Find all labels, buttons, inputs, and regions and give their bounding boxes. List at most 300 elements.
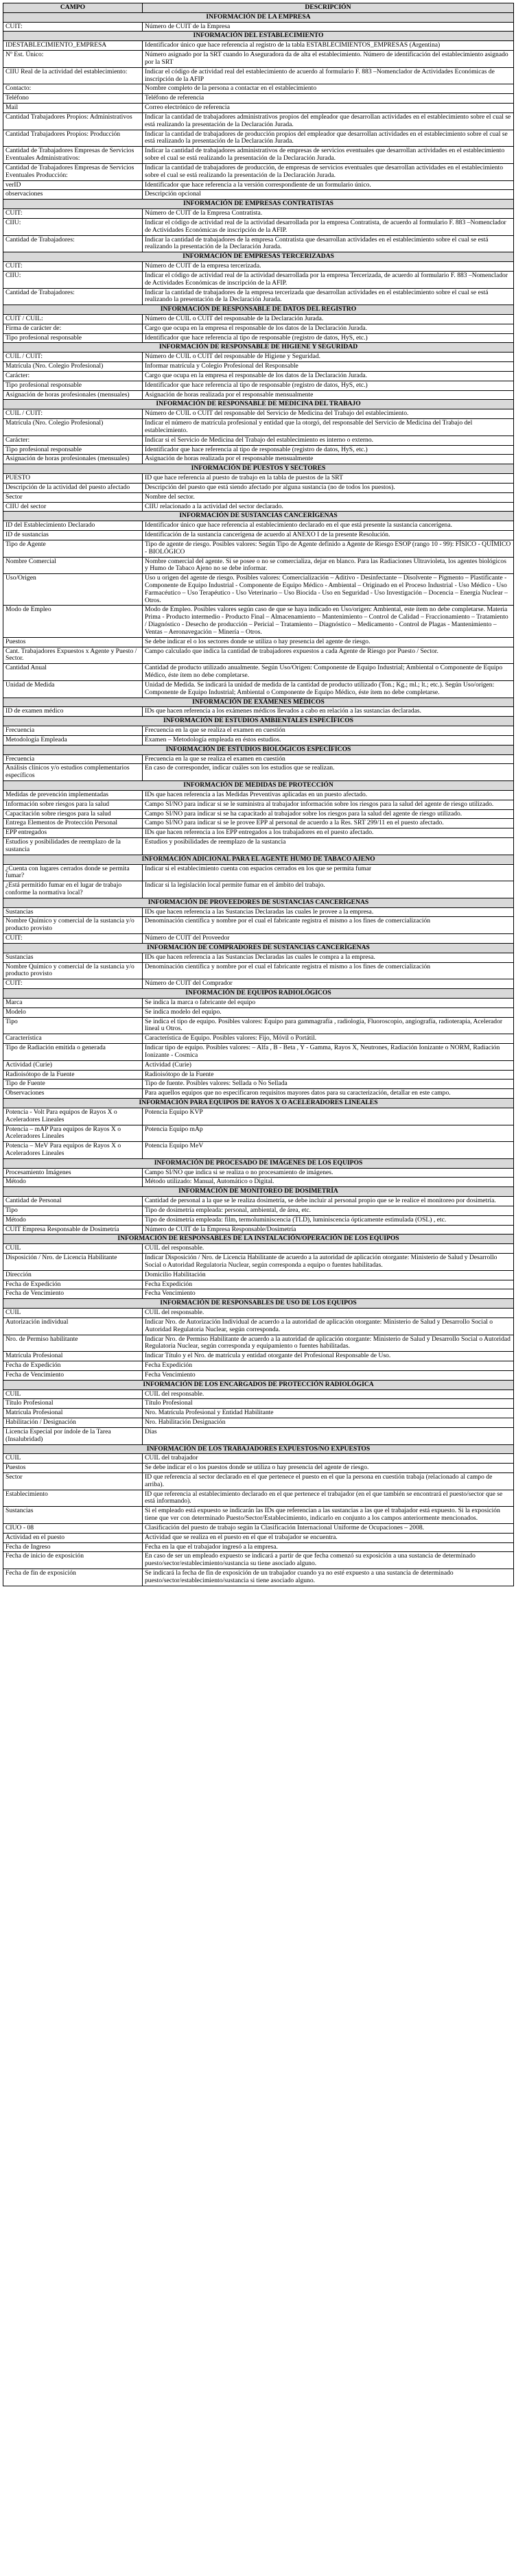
table-row bbox=[3, 1017, 514, 1034]
field-description-cell: Se debe indicar el o los sectores donde se utiliza o hay presencia del agente de riesgo. bbox=[143, 637, 514, 647]
table-row bbox=[3, 828, 514, 838]
field-description-cell: Nombre comercial del agente. Si se posee o no se comercializa, dejar en blanco. Para las Radiaciones Ultravioleta, los agentes biológicos y Humo de Tabaco Ajeno no se debe informar. bbox=[143, 557, 514, 574]
field-name-cell: IDESTABLECIMIENTO_EMPRESA bbox=[3, 41, 143, 51]
field-name-cell: Fecha de Expedición bbox=[3, 1280, 143, 1289]
section-header-row bbox=[3, 989, 514, 999]
field-name-cell: CIIU Real de la actividad del establecimiento: bbox=[3, 67, 143, 84]
field-description-cell: Se indica modelo del equipo. bbox=[143, 1007, 514, 1017]
field-description-cell: Se indica la marca o fabricante del equipo bbox=[143, 998, 514, 1007]
field-name-cell: Teléfono bbox=[3, 94, 143, 104]
field-name-cell: Análisis clínicos y/o estudios complementarios específicos bbox=[3, 764, 143, 781]
table-row bbox=[3, 1370, 514, 1380]
field-description-cell: CUIL del responsable. bbox=[143, 1390, 514, 1399]
field-description-cell: Cargo que ocupa en la empresa el responsable de los datos de la Declaración Jurada. bbox=[143, 324, 514, 333]
table-row bbox=[3, 262, 514, 272]
field-name-cell: CUIL / CUIT: bbox=[3, 409, 143, 419]
field-name-cell: Autorización individual bbox=[3, 1317, 143, 1335]
field-description-cell: Número de CUIL o CUIT del responsable del Servicio de Medicina del Trabajo del establecimiento. bbox=[143, 409, 514, 419]
table-row bbox=[3, 288, 514, 305]
table-row bbox=[3, 483, 514, 492]
field-description-cell: Número de CUIT de la Empresa Contratista. bbox=[143, 209, 514, 219]
field-description-cell: Nro. Matrícula Profesional y Entidad Habilitante bbox=[143, 1409, 514, 1418]
table-row bbox=[3, 1142, 514, 1159]
field-description-cell: Potencia Equipo MeV bbox=[143, 1142, 514, 1159]
field-description-cell: Cantidad de personal a la que se le realiza dosimetría, se debe incluir al personal propio que se le realice el monitoreo por dosimetría. bbox=[143, 1197, 514, 1206]
table-row bbox=[3, 726, 514, 736]
field-name-cell: Capacitación sobre riesgos para la salud bbox=[3, 809, 143, 819]
field-description-cell: ID que hace referencia al puesto de trabajo en la tabla de puestos de la SRT bbox=[143, 474, 514, 484]
field-description-cell: IDs que hacen referencia a las Sustancias Declaradas las cuales le provee a la empresa. bbox=[143, 907, 514, 917]
field-description-cell: Nro. Habilitación Designación bbox=[143, 1418, 514, 1428]
field-description-cell: Indicar la cantidad de trabajadores administrativos propios del empleador que desarrollan actividades en el establecimiento sobre el cual se está realizando la presentación de la Declaración Jurada. bbox=[143, 112, 514, 130]
field-description-cell: Fecha Vencimiento bbox=[143, 1289, 514, 1299]
field-name-cell: Nº Est. Único: bbox=[3, 51, 143, 68]
field-description-cell: Identificador que hace referencia al tipo de responsable (registro de datos, HyS, etc.) bbox=[143, 381, 514, 390]
field-name-cell: Nombre Químico y comercial de la sustancia y/o producto provisto bbox=[3, 962, 143, 979]
field-name-cell: Contacto: bbox=[3, 84, 143, 94]
field-name-cell: CUIT: bbox=[3, 934, 143, 944]
field-description-cell: Indicar la cantidad de trabajadores de producción, de empresas de servicios eventuales que desarrollan actividades en el establecimiento sobre el cual se está realizando la presentación de la Declaración Jurada. bbox=[143, 163, 514, 180]
table-row bbox=[3, 680, 514, 697]
table-row bbox=[3, 1289, 514, 1299]
field-description-cell: Asignación de horas realizada por el responsable mensualmente bbox=[143, 390, 514, 400]
table-row bbox=[3, 67, 514, 84]
field-description-cell: Número de CUIL o CUIT del responsable de Higiene y Seguridad. bbox=[143, 353, 514, 362]
table-row bbox=[3, 1108, 514, 1125]
field-name-cell: Matrícula Profesional bbox=[3, 1409, 143, 1418]
field-name-cell: Frecuencia bbox=[3, 754, 143, 764]
field-name-cell: Modelo bbox=[3, 1007, 143, 1017]
table-row bbox=[3, 1427, 514, 1444]
table-row bbox=[3, 735, 514, 745]
field-description-cell: Cantidad de producto utilizado anualmente. Según Uso/Origen: Componente de Equipo Industrial; Ambiental o Componente de Equipo Médico, éste ítem no debe completarse. bbox=[143, 664, 514, 681]
table-row bbox=[3, 934, 514, 944]
table-row bbox=[3, 962, 514, 979]
field-description-cell: IDs que hacen referencia a los exámenes médicos llevados a cabo en relación a las sustancias declaradas. bbox=[143, 707, 514, 717]
field-name-cell: Estudios y posibilidades de reemplazo de la sustancia bbox=[3, 838, 143, 855]
table-row bbox=[3, 112, 514, 130]
field-description-cell: Descripción opcional bbox=[143, 190, 514, 200]
section-title: INFORMACIÓN DE EMPRESAS TERCERIZADAS bbox=[3, 252, 514, 262]
table-row bbox=[3, 1280, 514, 1289]
table-row bbox=[3, 390, 514, 400]
table-row bbox=[3, 819, 514, 828]
table-row bbox=[3, 492, 514, 502]
field-description-cell: Actividad que se realiza en el puesto en el que el trabajador se encuentra. bbox=[143, 1533, 514, 1542]
field-name-cell: Cant. Trabajadores Expuestos x Agente y Puesto / Sector. bbox=[3, 647, 143, 664]
field-name-cell: CUIL bbox=[3, 1454, 143, 1464]
field-name-cell: CUIL bbox=[3, 1309, 143, 1318]
field-name-cell: ID de sustancias bbox=[3, 531, 143, 540]
section-title: INFORMACIÓN DE MONITOREO DE DOSIMETRÍA bbox=[3, 1187, 514, 1197]
field-name-cell: Asignación de horas profesionales (mensuales) bbox=[3, 390, 143, 400]
section-header-row bbox=[3, 697, 514, 707]
table-row bbox=[3, 1464, 514, 1473]
field-name-cell: CUIT: bbox=[3, 262, 143, 272]
table-row bbox=[3, 838, 514, 855]
table-row bbox=[3, 790, 514, 800]
field-name-cell: Unidad de Medida bbox=[3, 680, 143, 697]
field-name-cell: Potencia – mAP Para equipos de Rayos X o Aceleradores Lineales bbox=[3, 1125, 143, 1142]
field-name-cell: ID del Establecimiento Declarado bbox=[3, 521, 143, 531]
field-name-cell: CUIT: bbox=[3, 22, 143, 32]
field-description-cell: Indicar la cantidad de trabajadores de producción propios del empleador que desarrollan actividades en el establecimiento sobre el cual se está realizando la presentación de la Declaración Jurada. bbox=[143, 130, 514, 147]
table-row bbox=[3, 809, 514, 819]
section-header-row bbox=[3, 512, 514, 521]
table-row bbox=[3, 1454, 514, 1464]
table-row bbox=[3, 1542, 514, 1552]
field-name-cell: Establecimiento bbox=[3, 1490, 143, 1507]
section-header-row bbox=[3, 1235, 514, 1244]
field-description-cell: Informar matrícula y Colegio Profesional del Responsable bbox=[143, 362, 514, 372]
field-description-cell: CIIU relacionado a la actividad del sector declarado. bbox=[143, 502, 514, 512]
field-description-cell: Fecha Expedición bbox=[143, 1280, 514, 1289]
section-title: INFORMACIÓN DE ESTUDIOS BIOLÓGICOS ESPECÍFICOS bbox=[3, 745, 514, 754]
section-header-row bbox=[3, 1187, 514, 1197]
table-row bbox=[3, 1490, 514, 1507]
section-title: INFORMACIÓN DE EXÁMENES MÉDICOS bbox=[3, 697, 514, 707]
field-description-cell: Denominación científica y nombre por el cual el fabricante registra el mismo a los fines de comercialización bbox=[143, 962, 514, 979]
field-description-cell: Indicar Nro. de Autorización Individual de acuerdo a la autoridad de aplicación otorgante: Ministerio de Salud y Desarrollo Social o Autoridad Regulatoria Nuclear, según corresponda. bbox=[143, 1317, 514, 1335]
field-description-cell: Frecuencia en la que se realiza el examen en cuestión bbox=[143, 754, 514, 764]
field-name-cell: Carácter: bbox=[3, 371, 143, 381]
field-name-cell: Uso/Origen bbox=[3, 574, 143, 606]
field-name-cell: CUIT: bbox=[3, 209, 143, 219]
field-description-cell: Número de CUIT de la Empresa bbox=[143, 22, 514, 32]
table-row bbox=[3, 1309, 514, 1318]
table-row bbox=[3, 218, 514, 235]
field-description-cell: Identificador único que hace referencia al registro de la tabla ESTABLECIMIENTOS_EMPRESAS (Argentina) bbox=[143, 41, 514, 51]
field-description-cell: Estudios y posibilidades de reemplazo de la sustancia bbox=[143, 838, 514, 855]
table-row bbox=[3, 557, 514, 574]
table-row bbox=[3, 474, 514, 484]
table-row bbox=[3, 1270, 514, 1280]
table-row bbox=[3, 881, 514, 898]
field-description-cell: Indicar Nro. de Permiso Habilitante de acuerdo a la autoridad de aplicación otorgante: Ministerio de Salud y Desarrollo Social o Autoridad Regulatoria Nuclear, según corresponda y equipamiento o fuentes habilitadas. bbox=[143, 1335, 514, 1352]
table-row bbox=[3, 409, 514, 419]
table-row bbox=[3, 1034, 514, 1044]
field-name-cell: CIIU del sector bbox=[3, 502, 143, 512]
field-description-cell: Indicar si el Servicio de Medicina del Trabajo del establecimiento es interno o externo. bbox=[143, 436, 514, 445]
field-name-cell: Información sobre riesgos para la salud bbox=[3, 800, 143, 809]
table-row bbox=[3, 147, 514, 164]
field-name-cell: Descripción de la actividad del puesto afectado bbox=[3, 483, 143, 492]
table-row bbox=[3, 664, 514, 681]
table-row bbox=[3, 1044, 514, 1061]
field-description-cell: Identificador que hace referencia al tipo de responsable (registro de datos, HyS, etc.) bbox=[143, 333, 514, 343]
field-description-cell: Número de CUIT de la empresa tercerizada. bbox=[143, 262, 514, 272]
table-row bbox=[3, 271, 514, 288]
section-header-row bbox=[3, 464, 514, 474]
field-name-cell: Fecha de fin de exposición bbox=[3, 1569, 143, 1586]
table-row bbox=[3, 800, 514, 809]
table-row bbox=[3, 707, 514, 717]
field-name-cell: Cantidad Trabajadores Propios: Producción bbox=[3, 130, 143, 147]
section-title: INFORMACIÓN DE COMPRADORES DE SUSTANCIAS CANCERÍGENAS bbox=[3, 943, 514, 953]
field-name-cell: Licencia Especial por índole de la Tarea (Insalubridad) bbox=[3, 1427, 143, 1444]
section-header-row bbox=[3, 781, 514, 791]
field-name-cell: Nombre Químico y comercial de la sustancia y/o producto provisto bbox=[3, 917, 143, 934]
section-header-row bbox=[3, 943, 514, 953]
field-description-cell: Identificador que hace referencia a la versión correspondiente de un formulario único. bbox=[143, 180, 514, 190]
document-page bbox=[3, 3, 513, 1586]
table-row bbox=[3, 754, 514, 764]
field-description-cell: ID que referencia al sector declarado en el que pertenece el puesto en el que la persona en cuestión trabaja (relacionado al campo de arriba). bbox=[143, 1472, 514, 1490]
section-title: INFORMACIÓN DE RESPONSABLES DE LA INSTALACIÓN/OPERACIÓN DE LOS EQUIPOS bbox=[3, 1235, 514, 1244]
field-description-cell: Campo SI/NO para indicar si se le suministra al trabajador información sobre los riesgos para la salud del agente de riesgo utilizado. bbox=[143, 800, 514, 809]
field-name-cell: Tipo bbox=[3, 1206, 143, 1215]
table-row bbox=[3, 521, 514, 531]
table-row bbox=[3, 1197, 514, 1206]
field-name-cell: Modo de Empleo bbox=[3, 606, 143, 637]
field-name-cell: Fecha de Expedición bbox=[3, 1361, 143, 1371]
field-description-cell: IDs que hacen referencia a las Sustancias Declaradas las cuales le compra a la empresa. bbox=[143, 953, 514, 962]
field-name-cell: Nro. de Permiso habilitante bbox=[3, 1335, 143, 1352]
field-name-cell: EPP entregados bbox=[3, 828, 143, 838]
field-description-cell: Identificación de la sustancia cancerígena de acuerdo al ANEXO I de la presente Resolución. bbox=[143, 531, 514, 540]
field-name-cell: Observaciones bbox=[3, 1089, 143, 1099]
field-name-cell: CUIT: bbox=[3, 979, 143, 989]
field-description-cell: Indicar si la legislación local permite fumar en el ámbito del trabajo. bbox=[143, 881, 514, 898]
field-name-cell: Característica bbox=[3, 1034, 143, 1044]
field-name-cell: Tipo bbox=[3, 1017, 143, 1034]
field-description-cell: Denominación científica y nombre por el cual el fabricante registra el mismo a los fines de comercialización bbox=[143, 917, 514, 934]
field-description-cell: Potencia Equipo mAp bbox=[143, 1125, 514, 1142]
table-row bbox=[3, 235, 514, 252]
section-title: INFORMACIÓN DE LOS ENCARGADOS DE PROTECCIÓN RADIOLÓGICA bbox=[3, 1380, 514, 1390]
field-name-cell: Entrega Elementos de Protección Personal bbox=[3, 819, 143, 828]
field-description-table bbox=[3, 3, 514, 1586]
section-title: INFORMACIÓN ADICIONAL PARA EL AGENTE HUMO DE TABACO AJENO bbox=[3, 855, 514, 864]
field-name-cell: Sustancias bbox=[3, 1507, 143, 1524]
header-campo: CAMPO bbox=[3, 3, 143, 13]
field-name-cell: Método bbox=[3, 1178, 143, 1187]
table-row bbox=[3, 1007, 514, 1017]
section-title: INFORMACIÓN DE RESPONSABLE DE MEDICINA DEL TRABAJO bbox=[3, 400, 514, 409]
table-row bbox=[3, 455, 514, 464]
field-description-cell: Actividad (Curie) bbox=[143, 1060, 514, 1070]
field-name-cell: Sector bbox=[3, 1472, 143, 1490]
field-description-cell: Número de CUIT de la Empresa Responsable/Dosimetría bbox=[143, 1225, 514, 1235]
field-description-cell: Campo calculado que indica la cantidad de trabajadores expuestos a cada Agente de Riesgo por Puesto / Sector. bbox=[143, 647, 514, 664]
table-row bbox=[3, 1569, 514, 1586]
table-row bbox=[3, 180, 514, 190]
table-row bbox=[3, 998, 514, 1007]
section-header-row bbox=[3, 745, 514, 754]
field-description-cell: Característica de Equipo. Posibles valores: Fijo, Móvil o Portátil. bbox=[143, 1034, 514, 1044]
table-row bbox=[3, 1418, 514, 1428]
field-name-cell: CUIL bbox=[3, 1390, 143, 1399]
field-name-cell: PUESTO bbox=[3, 474, 143, 484]
table-row bbox=[3, 1080, 514, 1089]
field-name-cell: Matrícula (Nro. Colegio Profesional) bbox=[3, 419, 143, 436]
field-description-cell: Identificador que hace referencia al tipo de responsable (registro de datos, HyS, etc.) bbox=[143, 445, 514, 455]
section-title: INFORMACIÓN DEL ESTABLECIMIENTO bbox=[3, 32, 514, 41]
table-row bbox=[3, 864, 514, 881]
field-description-cell: ID que referencia al establecimiento declarado en el que pertenece el trabajador (en el que también se encontrará el puesto/sector que se está informando). bbox=[143, 1490, 514, 1507]
table-row bbox=[3, 1390, 514, 1399]
field-name-cell: Procesamiento Imágenes bbox=[3, 1168, 143, 1178]
field-description-cell: IDs que hacen referencia a las Medidas Preventivas aplicadas en un puesto afectado. bbox=[143, 790, 514, 800]
table-row bbox=[3, 1178, 514, 1187]
table-row bbox=[3, 1507, 514, 1524]
field-name-cell: CIIU: bbox=[3, 271, 143, 288]
section-title: INFORMACIÓN DE MEDIDAS DE PROTECCIÓN bbox=[3, 781, 514, 791]
field-name-cell: Medidas de prevención implementadas bbox=[3, 790, 143, 800]
field-name-cell: CUIL / CUIT: bbox=[3, 353, 143, 362]
field-description-cell: Indicar la cantidad de trabajadores de la empresa tercerizada que desarrollan actividades en el establecimiento sobre el cual se está realizando la presentación de la Declaración Jurada. bbox=[143, 288, 514, 305]
section-header-row bbox=[3, 200, 514, 209]
section-title: INFORMACIÓN DE RESPONSABLES DE USO DE LOS EQUIPOS bbox=[3, 1299, 514, 1309]
field-description-cell: Campo SI/NO que indica si se realiza o no procesamiento de imágenes. bbox=[143, 1168, 514, 1178]
section-title: INFORMACIÓN DE RESPONSABLE DE HIGIENE Y SEGURIDAD bbox=[3, 343, 514, 353]
field-name-cell: Título Profesional bbox=[3, 1399, 143, 1409]
field-description-cell: Número de CUIT del Proveedor bbox=[143, 934, 514, 944]
table-row bbox=[3, 419, 514, 436]
table-row bbox=[3, 84, 514, 94]
table-row bbox=[3, 1523, 514, 1533]
table-row bbox=[3, 1060, 514, 1070]
table-row bbox=[3, 1352, 514, 1361]
field-name-cell: Tipo profesional responsable bbox=[3, 333, 143, 343]
field-description-cell: Método utilizado: Manual, Automático o Digital. bbox=[143, 1178, 514, 1187]
field-description-cell: Días bbox=[143, 1427, 514, 1444]
field-description-cell: Domicilio Habilitación bbox=[143, 1270, 514, 1280]
field-description-cell: Examen – Metodología empleada en éstos estudios. bbox=[143, 735, 514, 745]
section-header-row bbox=[3, 855, 514, 864]
field-name-cell: Sustancias bbox=[3, 953, 143, 962]
field-name-cell: Fecha de Vencimiento bbox=[3, 1370, 143, 1380]
table-row bbox=[3, 371, 514, 381]
field-description-cell: Indicar la cantidad de trabajadores administrativos de empresas de servicios eventuales que desarrollan actividades en el establecimiento sobre el cual se está realizando la presentación de la Declaración Jurada. bbox=[143, 147, 514, 164]
field-name-cell: Tipo profesional responsable bbox=[3, 445, 143, 455]
field-name-cell: Puestos bbox=[3, 637, 143, 647]
table-row bbox=[3, 1399, 514, 1409]
field-name-cell: verID bbox=[3, 180, 143, 190]
field-description-cell: Radioisótopo de la Fuente bbox=[143, 1070, 514, 1080]
table-row bbox=[3, 1552, 514, 1569]
field-name-cell: Tipo de Radiación emitida o generada bbox=[3, 1044, 143, 1061]
field-description-cell: CUIL del responsable. bbox=[143, 1244, 514, 1254]
table-header-row bbox=[3, 3, 514, 13]
field-name-cell: Marca bbox=[3, 998, 143, 1007]
table-row bbox=[3, 163, 514, 180]
field-description-cell: Campo SI/NO para indicar si se le provee EPP al personal de acuerdo a la Res. SRT 299/11 en el puesto afectado. bbox=[143, 819, 514, 828]
table-row bbox=[3, 333, 514, 343]
table-row bbox=[3, 445, 514, 455]
table-row bbox=[3, 436, 514, 445]
table-row bbox=[3, 979, 514, 989]
table-row bbox=[3, 1335, 514, 1352]
section-header-row bbox=[3, 1444, 514, 1454]
field-description-cell: Clasificación del puesto de trabajo según la Clasificación Internacional Uniforme de Ocupaciones – 2008. bbox=[143, 1523, 514, 1533]
table-row bbox=[3, 1361, 514, 1371]
field-name-cell: Firma de carácter de: bbox=[3, 324, 143, 333]
table-row bbox=[3, 190, 514, 200]
table-row bbox=[3, 647, 514, 664]
field-name-cell: Cantidad Trabajadores Propios: Administrativos bbox=[3, 112, 143, 130]
table-row bbox=[3, 1089, 514, 1099]
table-row bbox=[3, 1244, 514, 1254]
field-description-cell: Indicar la cantidad de trabajadores de la empresa Contratista que desarrollan actividades en el establecimiento sobre el cual se está realizando la presentación de la Declaración Jurada. bbox=[143, 235, 514, 252]
field-name-cell: Actividad en el puesto bbox=[3, 1533, 143, 1542]
table-row bbox=[3, 1125, 514, 1142]
field-name-cell: CUIL bbox=[3, 1244, 143, 1254]
field-description-cell: Indicar Disposición / Nro. de Licencia Habilitante de acuerdo a la autoridad de aplicación otorgante: Ministerio de Salud y Desarrollo Social o Autoridad Regulatoria Nuclear, según corresponda a equipo o fuentes habilitadas. bbox=[143, 1254, 514, 1271]
field-name-cell: Tipo profesional responsable bbox=[3, 381, 143, 390]
section-header-row bbox=[3, 400, 514, 409]
field-name-cell: ID de examen médico bbox=[3, 707, 143, 717]
section-header-row bbox=[3, 32, 514, 41]
table-row bbox=[3, 1168, 514, 1178]
field-description-cell: Tipo de dosimetría empleada: film, termoluminiscencia (TLD), luminiscencia ópticamente estimulada (OSL) , etc. bbox=[143, 1215, 514, 1225]
table-row bbox=[3, 362, 514, 372]
table-row bbox=[3, 637, 514, 647]
field-name-cell: Disposición / Nro. de Licencia Habilitante bbox=[3, 1254, 143, 1271]
field-name-cell: Fecha de Vencimiento bbox=[3, 1289, 143, 1299]
field-description-cell: Modo de Empleo. Posibles valores según caso de que se haya indicado en Uso/origen: Ambiental, este ítem no debe completarse. Materia Prima - Producto intermedio - Producto Final – Almacenamiento – Mantenimiento – Control de Calidad – Fraccionamiento – Tratamiento / Diagnóstico - Desecho de producción – Pericial – Tratamiento – Diagnóstico – Medicamento - Control de Plagas - Mantenimiento – Ventas – Aeronavegación – Minería – Otros. bbox=[143, 606, 514, 637]
table-row bbox=[3, 41, 514, 51]
field-name-cell: Método bbox=[3, 1215, 143, 1225]
field-description-cell: Se debe indicar el o los puestos donde se utiliza o hay presencia del agente de riesgo. bbox=[143, 1464, 514, 1473]
table-row bbox=[3, 324, 514, 333]
field-description-cell: Indicar el código de actividad real del establecimiento de acuerdo al formulario F. 883 –Nomenclador de Actividades Económicas de inscripción de la AFIP bbox=[143, 67, 514, 84]
field-description-cell: Número de CUIT del Comprador bbox=[143, 979, 514, 989]
field-description-cell: Para aquellos equipos que no especificaron requisitos mayores datos para su caracterización, detallar en este campo. bbox=[143, 1089, 514, 1099]
section-header-row bbox=[3, 1299, 514, 1309]
table-body bbox=[3, 12, 514, 1586]
field-description-cell: Potencia Equipo KVP bbox=[143, 1108, 514, 1125]
field-description-cell: Título Profesional bbox=[143, 1399, 514, 1409]
table-row bbox=[3, 314, 514, 324]
section-title: INFORMACIÓN DE RESPONSABLE DE DATOS DEL REGISTRO bbox=[3, 305, 514, 315]
field-description-cell: Uso u origen del agente de riesgo. Posibles valores: Comercialización – Aditivo - Desinfectante – Disolvente – Pigmento – Plastificante - Componente de Equipo Industrial - Componente de Equipo Médico - Ambiental – Originado en el Proceso Industrial - Uso Médico - Uso Farmacéutico – Uso Terapéutico - Uso Veterinario – Uso Biocida - Uso en Seguridad - Uso Investigación – Docencia – Energía Nuclear – Otros. bbox=[143, 574, 514, 606]
section-header-row bbox=[3, 898, 514, 907]
field-description-cell: Fecha en la que el trabajador ingresó a la empresa. bbox=[143, 1542, 514, 1552]
field-name-cell: Cantidad Anual bbox=[3, 664, 143, 681]
field-description-cell: CUIL del responsable. bbox=[143, 1309, 514, 1318]
section-title: INFORMACIÓN DE LOS TRABAJADORES EXPUESTOS/NO EXPUESTOS bbox=[3, 1444, 514, 1454]
table-row bbox=[3, 1472, 514, 1490]
field-description-cell: Asignación de horas realizada por el responsable mensualmente bbox=[143, 455, 514, 464]
field-description-cell: IDs que hacen referencia a los EPP entregados a los trabajadores en el puesto afectado. bbox=[143, 828, 514, 838]
field-name-cell: CUIT Empresa Responsable de Dosimetría bbox=[3, 1225, 143, 1235]
table-row bbox=[3, 1317, 514, 1335]
table-row bbox=[3, 1225, 514, 1235]
field-name-cell: Potencia - Volt Para equipos de Rayos X o Aceleradores Lineales bbox=[3, 1108, 143, 1125]
field-description-cell: Frecuencia en la que se realiza el examen en cuestión bbox=[143, 726, 514, 736]
field-name-cell: CUIT / CUIL: bbox=[3, 314, 143, 324]
field-description-cell: Descripción del puesto que está siendo afectado por alguna sustancia (no de todos los puestos). bbox=[143, 483, 514, 492]
section-header-row bbox=[3, 305, 514, 315]
field-name-cell: Carácter: bbox=[3, 436, 143, 445]
field-name-cell: Matrícula (Nro. Colegio Profesional) bbox=[3, 362, 143, 372]
field-name-cell: Frecuencia bbox=[3, 726, 143, 736]
field-name-cell: Habilitación / Designación bbox=[3, 1418, 143, 1428]
field-name-cell: Mail bbox=[3, 104, 143, 113]
section-header-row bbox=[3, 252, 514, 262]
table-row bbox=[3, 1070, 514, 1080]
table-row bbox=[3, 22, 514, 32]
field-description-cell: Nombre del sector. bbox=[143, 492, 514, 502]
section-title: INFORMACIÓN PARA EQUIPOS DE RAYOS X O ACELERADORES LINEALES bbox=[3, 1099, 514, 1108]
table-row bbox=[3, 353, 514, 362]
field-name-cell: Asignación de horas profesionales (mensuales) bbox=[3, 455, 143, 464]
table-row bbox=[3, 574, 514, 606]
table-row bbox=[3, 1215, 514, 1225]
field-name-cell: Cantidad de Personal bbox=[3, 1197, 143, 1206]
section-header-row bbox=[3, 1380, 514, 1390]
